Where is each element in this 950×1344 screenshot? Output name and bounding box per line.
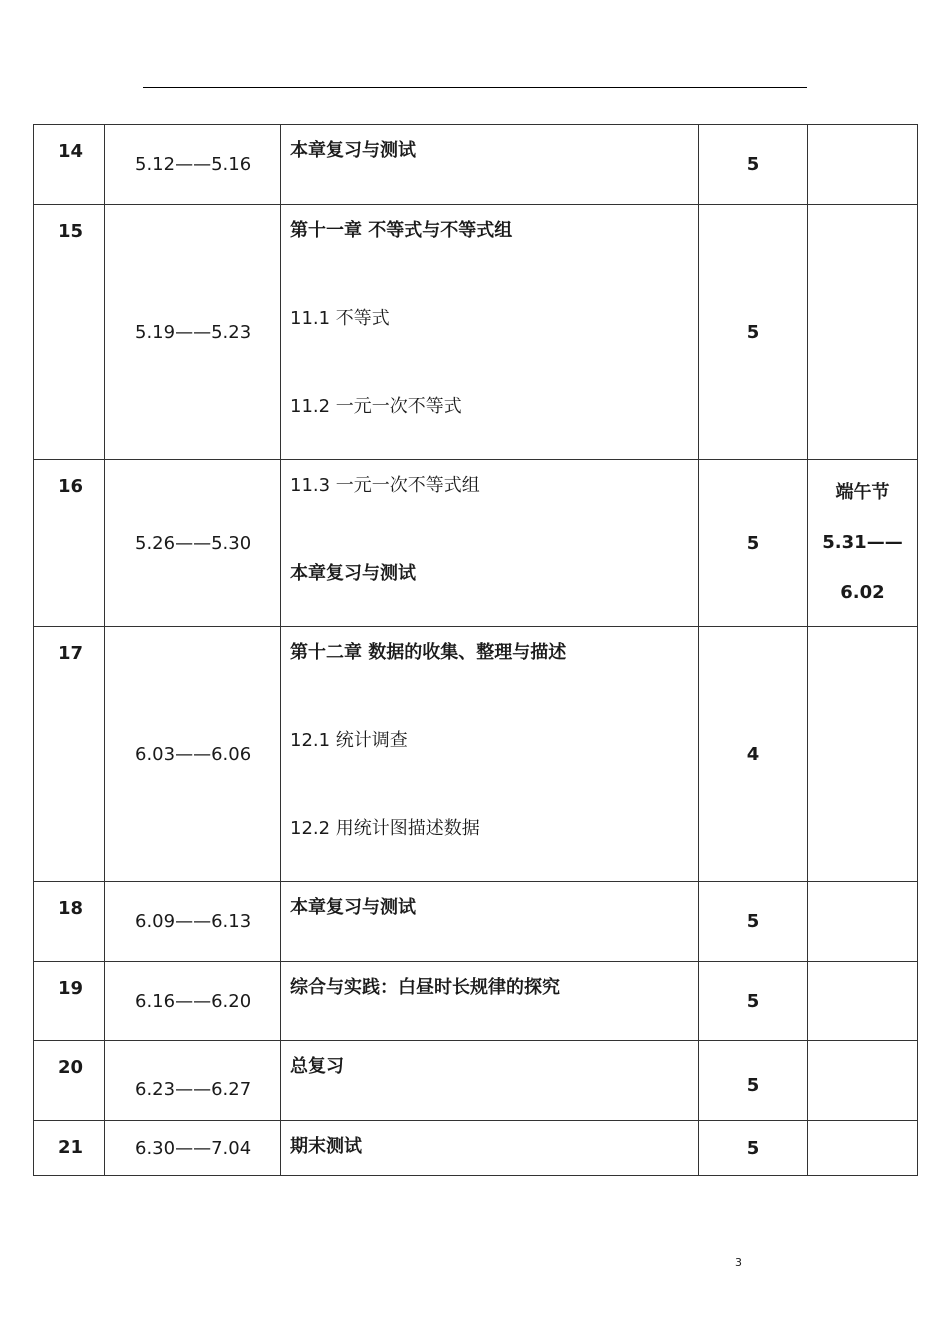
remark-line: 5.31——	[822, 532, 903, 553]
remark	[808, 1041, 918, 1121]
lesson-line: 第十二章 数据的收集、整理与描述	[290, 642, 567, 663]
table-row	[34, 1041, 918, 1121]
lesson-line: 本章复习与测试	[290, 563, 416, 584]
class-hours: 4	[699, 627, 808, 882]
remark-holiday	[808, 460, 918, 627]
date-range: 6.30——7.04	[105, 1121, 281, 1176]
date-range: 5.19——5.23	[105, 205, 281, 460]
week-number: 18	[34, 882, 105, 962]
date-range: 6.09——6.13	[105, 882, 281, 962]
lesson-line: 第十一章 不等式与不等式组	[290, 220, 513, 241]
week-number: 15	[34, 205, 105, 460]
remark-line: 6.02	[840, 582, 885, 603]
lesson-content	[281, 125, 699, 205]
lesson-line: 期末测试	[290, 1136, 362, 1157]
week-number: 21	[34, 1121, 105, 1176]
week-number: 19	[34, 962, 105, 1041]
remark	[808, 205, 918, 460]
schedule-table	[33, 124, 918, 1176]
date-range-text: 6.23——6.27	[135, 1079, 252, 1100]
lesson-content	[281, 882, 699, 962]
lesson-line: 12.1 统计调查	[290, 730, 408, 751]
date-range: 5.26——5.30	[105, 460, 281, 627]
date-range: 6.03——6.06	[105, 627, 281, 882]
lesson-content	[281, 205, 699, 460]
table-row	[34, 125, 918, 205]
lesson-line: 总复习	[290, 1056, 344, 1077]
class-hours: 5	[699, 1041, 808, 1121]
lesson-line: 12.2 用统计图描述数据	[290, 818, 480, 839]
class-hours: 5	[699, 460, 808, 627]
lesson-content	[281, 627, 699, 882]
lesson-line: 11.1 不等式	[290, 308, 390, 329]
remark	[808, 125, 918, 205]
week-number: 17	[34, 627, 105, 882]
table-row	[34, 205, 918, 460]
remark	[808, 1121, 918, 1176]
table-row	[34, 627, 918, 882]
date-range	[105, 1041, 281, 1121]
lesson-line: 本章复习与测试	[290, 140, 416, 161]
lesson-content	[281, 962, 699, 1041]
lesson-content	[281, 1121, 699, 1176]
week-number: 20	[34, 1041, 105, 1121]
date-range: 6.16——6.20	[105, 962, 281, 1041]
table-row	[34, 962, 918, 1041]
lesson-line: 综合与实践：白昼时长规律的探究	[290, 977, 560, 998]
page-number: 3	[735, 1256, 742, 1269]
table-row	[34, 882, 918, 962]
lesson-line: 11.2 一元一次不等式	[290, 396, 462, 417]
remark	[808, 627, 918, 882]
remark	[808, 962, 918, 1041]
class-hours: 5	[699, 1121, 808, 1176]
remark-line: 端午节	[835, 482, 890, 503]
lesson-content	[281, 1041, 699, 1121]
class-hours: 5	[699, 205, 808, 460]
lesson-content	[281, 460, 699, 627]
table-row	[34, 460, 918, 627]
lesson-line: 11.3 一元一次不等式组	[290, 475, 480, 496]
class-hours: 5	[699, 125, 808, 205]
header-rule	[143, 87, 807, 88]
lesson-line: 本章复习与测试	[290, 897, 416, 918]
week-number: 16	[34, 460, 105, 627]
table-row	[34, 1121, 918, 1176]
class-hours: 5	[699, 962, 808, 1041]
week-number: 14	[34, 125, 105, 205]
date-range: 5.12——5.16	[105, 125, 281, 205]
class-hours: 5	[699, 882, 808, 962]
remark	[808, 882, 918, 962]
